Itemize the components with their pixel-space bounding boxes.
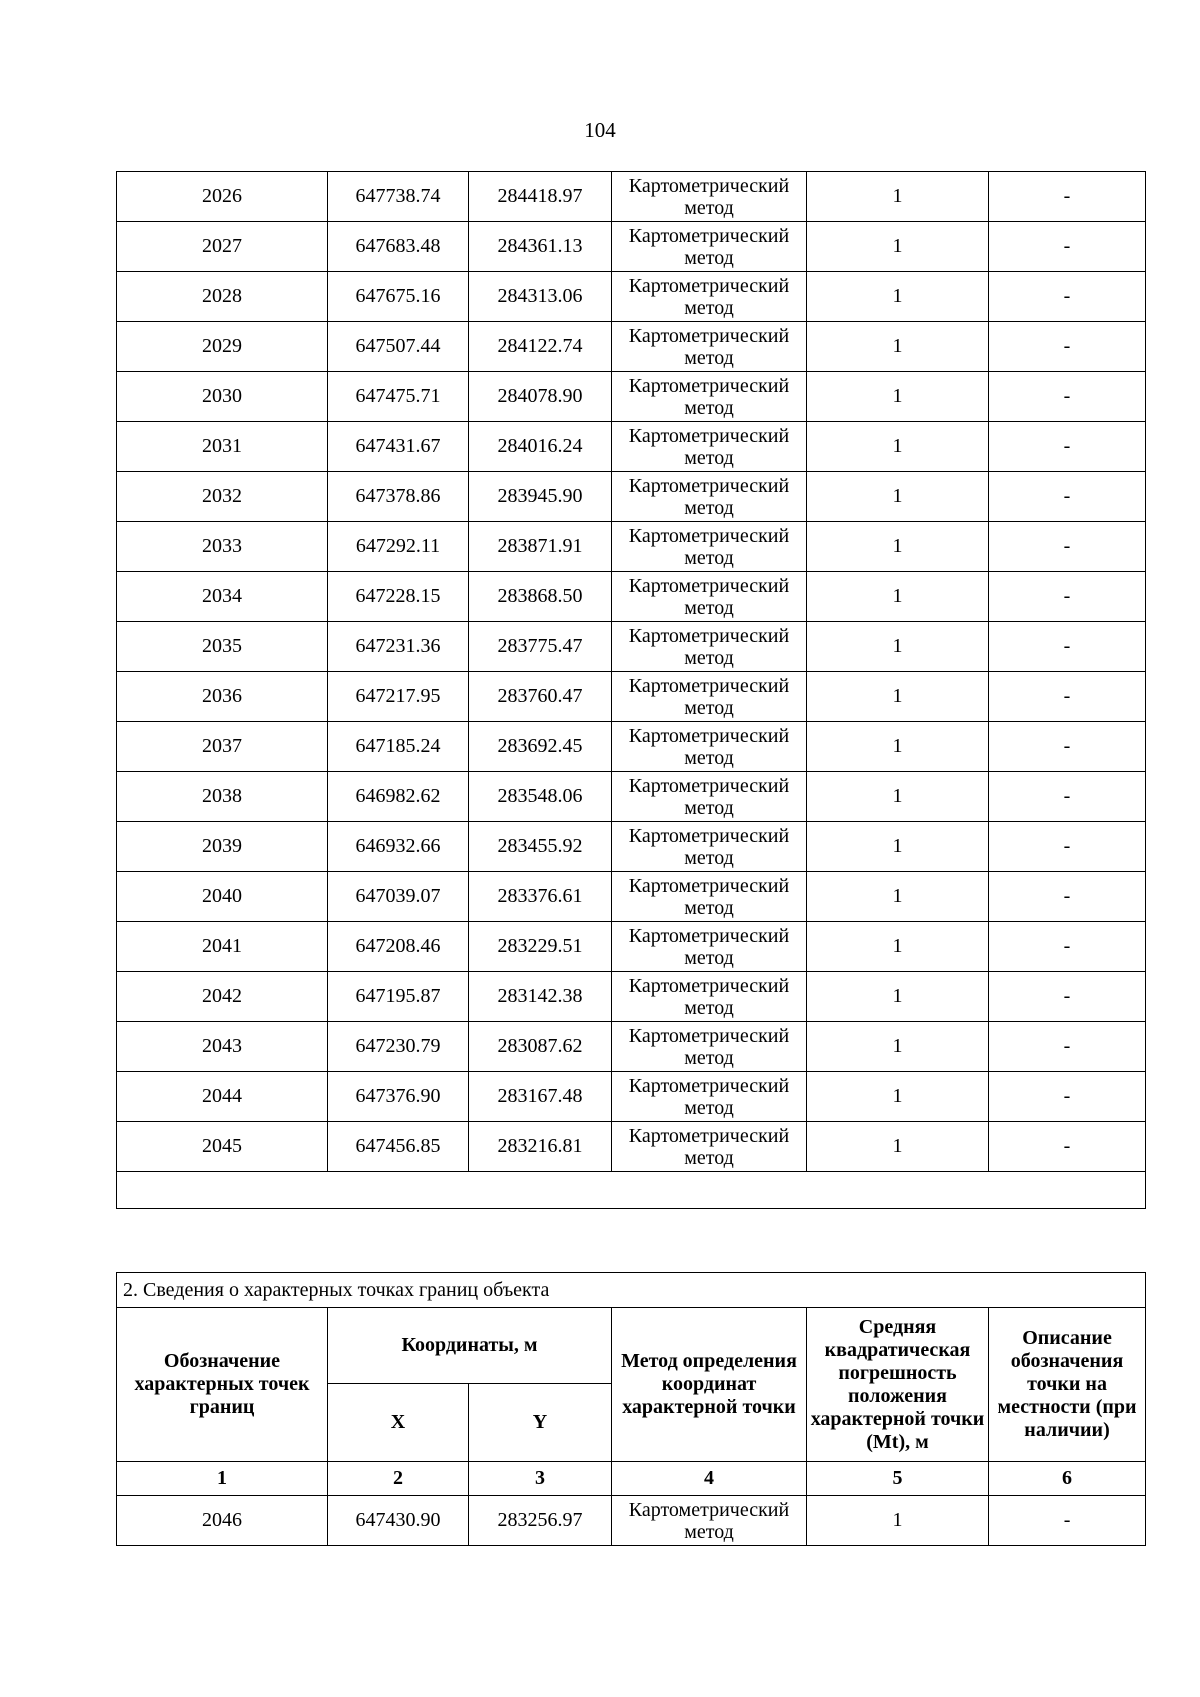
y-cell: 284016.24	[469, 422, 612, 472]
description-cell: -	[989, 372, 1146, 422]
y-cell: 283256.97	[469, 1496, 612, 1546]
x-cell: 647292.11	[328, 522, 469, 572]
accuracy-cell: 1	[807, 422, 989, 472]
x-cell: 647228.15	[328, 572, 469, 622]
y-cell: 283692.45	[469, 722, 612, 772]
accuracy-cell: 1	[807, 322, 989, 372]
coordinates-table-continued	[116, 171, 1146, 1209]
point-cell: 2027	[117, 222, 328, 272]
method-cell: Картометрический метод	[612, 1072, 807, 1122]
x-cell: 647456.85	[328, 1122, 469, 1172]
method-cell: Картометрический метод	[612, 772, 807, 822]
y-cell: 284418.97	[469, 172, 612, 222]
point-cell: 2039	[117, 822, 328, 872]
table-row	[117, 322, 1146, 372]
accuracy-cell: 1	[807, 472, 989, 522]
point-cell: 2045	[117, 1122, 328, 1172]
accuracy-cell: 1	[807, 772, 989, 822]
accuracy-cell: 1	[807, 272, 989, 322]
table-row	[117, 772, 1146, 822]
accuracy-cell: 1	[807, 1122, 989, 1172]
accuracy-cell: 1	[807, 372, 989, 422]
description-cell: -	[989, 1072, 1146, 1122]
x-cell: 647738.74	[328, 172, 469, 222]
method-cell: Картометрический метод	[612, 622, 807, 672]
y-cell: 284078.90	[469, 372, 612, 422]
accuracy-cell: 1	[807, 1496, 989, 1546]
method-cell: Картометрический метод	[612, 1496, 807, 1546]
method-cell: Картометрический метод	[612, 1122, 807, 1172]
x-cell: 646932.66	[328, 822, 469, 872]
description-cell: -	[989, 322, 1146, 372]
method-cell: Картометрический метод	[612, 572, 807, 622]
y-cell: 283455.92	[469, 822, 612, 872]
empty-row	[117, 1172, 1146, 1209]
page-number: 104	[584, 118, 616, 142]
x-cell: 646982.62	[328, 772, 469, 822]
accuracy-cell: 1	[807, 722, 989, 772]
table-row	[117, 372, 1146, 422]
point-cell: 2041	[117, 922, 328, 972]
method-cell: Картометрический метод	[612, 872, 807, 922]
table-row	[117, 922, 1146, 972]
x-cell: 647675.16	[328, 272, 469, 322]
point-cell: 2036	[117, 672, 328, 722]
point-cell: 2026	[117, 172, 328, 222]
accuracy-cell: 1	[807, 1072, 989, 1122]
table-row	[117, 222, 1146, 272]
y-cell: 283871.91	[469, 522, 612, 572]
y-cell: 283229.51	[469, 922, 612, 972]
table-row	[117, 572, 1146, 622]
table-row	[117, 1496, 1146, 1546]
table-row	[117, 872, 1146, 922]
method-cell: Картометрический метод	[612, 272, 807, 322]
point-cell: 2042	[117, 972, 328, 1022]
point-cell: 2033	[117, 522, 328, 572]
column-number: 5	[807, 1462, 989, 1496]
x-cell: 647475.71	[328, 372, 469, 422]
table-row	[117, 422, 1146, 472]
accuracy-cell: 1	[807, 822, 989, 872]
y-cell: 283167.48	[469, 1072, 612, 1122]
empty-cell	[117, 1172, 1146, 1209]
description-cell: -	[989, 522, 1146, 572]
method-cell: Картометрический метод	[612, 722, 807, 772]
x-cell: 647431.67	[328, 422, 469, 472]
accuracy-cell: 1	[807, 1022, 989, 1072]
table-row	[117, 1072, 1146, 1122]
y-cell: 284313.06	[469, 272, 612, 322]
table-row	[117, 1122, 1146, 1172]
x-cell: 647230.79	[328, 1022, 469, 1072]
y-cell: 283868.50	[469, 572, 612, 622]
point-cell: 2029	[117, 322, 328, 372]
point-cell: 2028	[117, 272, 328, 322]
method-cell: Картометрический метод	[612, 922, 807, 972]
table-row	[117, 972, 1146, 1022]
description-cell: -	[989, 672, 1146, 722]
header-y: Y	[469, 1384, 612, 1462]
description-cell: -	[989, 272, 1146, 322]
table-row	[117, 672, 1146, 722]
y-cell: 283760.47	[469, 672, 612, 722]
x-cell: 647195.87	[328, 972, 469, 1022]
method-cell: Картометрический метод	[612, 422, 807, 472]
description-cell: -	[989, 422, 1146, 472]
point-cell: 2037	[117, 722, 328, 772]
table-row	[117, 722, 1146, 772]
x-cell: 647185.24	[328, 722, 469, 772]
accuracy-cell: 1	[807, 972, 989, 1022]
description-cell: -	[989, 822, 1146, 872]
accuracy-cell: 1	[807, 522, 989, 572]
description-cell: -	[989, 972, 1146, 1022]
description-cell: -	[989, 472, 1146, 522]
description-cell: -	[989, 1496, 1146, 1546]
column-number: 4	[612, 1462, 807, 1496]
coordinates-table-body	[117, 172, 1146, 1209]
method-cell: Картометрический метод	[612, 372, 807, 422]
method-cell: Картометрический метод	[612, 322, 807, 372]
method-cell: Картометрический метод	[612, 1022, 807, 1072]
point-cell: 2031	[117, 422, 328, 472]
table-row	[117, 822, 1146, 872]
method-cell: Картометрический метод	[612, 172, 807, 222]
x-cell: 647217.95	[328, 672, 469, 722]
accuracy-cell: 1	[807, 572, 989, 622]
description-cell: -	[989, 222, 1146, 272]
accuracy-cell: 1	[807, 872, 989, 922]
accuracy-cell: 1	[807, 672, 989, 722]
y-cell: 283142.38	[469, 972, 612, 1022]
accuracy-cell: 1	[807, 172, 989, 222]
accuracy-cell: 1	[807, 622, 989, 672]
accuracy-cell: 1	[807, 922, 989, 972]
description-cell: -	[989, 1022, 1146, 1072]
point-cell: 2032	[117, 472, 328, 522]
method-cell: Картометрический метод	[612, 522, 807, 572]
column-number: 1	[117, 1462, 328, 1496]
y-cell: 284122.74	[469, 322, 612, 372]
boundary-points-table	[116, 1272, 1146, 1546]
table-row	[117, 272, 1146, 322]
header-method: Метод определения координат характерной точки	[612, 1308, 807, 1462]
table-row	[117, 522, 1146, 572]
method-cell: Картометрический метод	[612, 822, 807, 872]
y-cell: 283775.47	[469, 622, 612, 672]
point-cell: 2030	[117, 372, 328, 422]
boundary-points-body	[117, 1496, 1146, 1546]
point-cell: 2044	[117, 1072, 328, 1122]
x-cell: 647376.90	[328, 1072, 469, 1122]
header-coordinates: Координаты, м	[328, 1308, 612, 1384]
y-cell: 283376.61	[469, 872, 612, 922]
table-title: 2. Сведения о характерных точках границ объекта	[117, 1273, 1146, 1308]
point-cell: 2046	[117, 1496, 328, 1546]
y-cell: 283548.06	[469, 772, 612, 822]
header-description: Описание обозначения точки на местности (при наличии)	[989, 1308, 1146, 1462]
x-cell: 647430.90	[328, 1496, 469, 1546]
description-cell: -	[989, 872, 1146, 922]
y-cell: 284361.13	[469, 222, 612, 272]
description-cell: -	[989, 622, 1146, 672]
table-row	[117, 472, 1146, 522]
point-cell: 2038	[117, 772, 328, 822]
point-cell: 2043	[117, 1022, 328, 1072]
description-cell: -	[989, 722, 1146, 772]
description-cell: -	[989, 572, 1146, 622]
table-row	[117, 622, 1146, 672]
point-cell: 2034	[117, 572, 328, 622]
x-cell: 647208.46	[328, 922, 469, 972]
column-number: 3	[469, 1462, 612, 1496]
header-point: Обозначение характерных точек границ	[117, 1308, 328, 1462]
header-x: X	[328, 1384, 469, 1462]
description-cell: -	[989, 172, 1146, 222]
header-accuracy: Средняя квадратическая погрешность положения характерной точки (Mt), м	[807, 1308, 989, 1462]
y-cell: 283945.90	[469, 472, 612, 522]
description-cell: -	[989, 1122, 1146, 1172]
x-cell: 647378.86	[328, 472, 469, 522]
method-cell: Картометрический метод	[612, 222, 807, 272]
accuracy-cell: 1	[807, 222, 989, 272]
column-number: 2	[328, 1462, 469, 1496]
x-cell: 647039.07	[328, 872, 469, 922]
x-cell: 647683.48	[328, 222, 469, 272]
description-cell: -	[989, 772, 1146, 822]
method-cell: Картометрический метод	[612, 972, 807, 1022]
x-cell: 647231.36	[328, 622, 469, 672]
point-cell: 2035	[117, 622, 328, 672]
column-number: 6	[989, 1462, 1146, 1496]
method-cell: Картометрический метод	[612, 672, 807, 722]
point-cell: 2040	[117, 872, 328, 922]
table-row	[117, 172, 1146, 222]
method-cell: Картометрический метод	[612, 472, 807, 522]
y-cell: 283087.62	[469, 1022, 612, 1072]
table-row	[117, 1022, 1146, 1072]
description-cell: -	[989, 922, 1146, 972]
x-cell: 647507.44	[328, 322, 469, 372]
y-cell: 283216.81	[469, 1122, 612, 1172]
